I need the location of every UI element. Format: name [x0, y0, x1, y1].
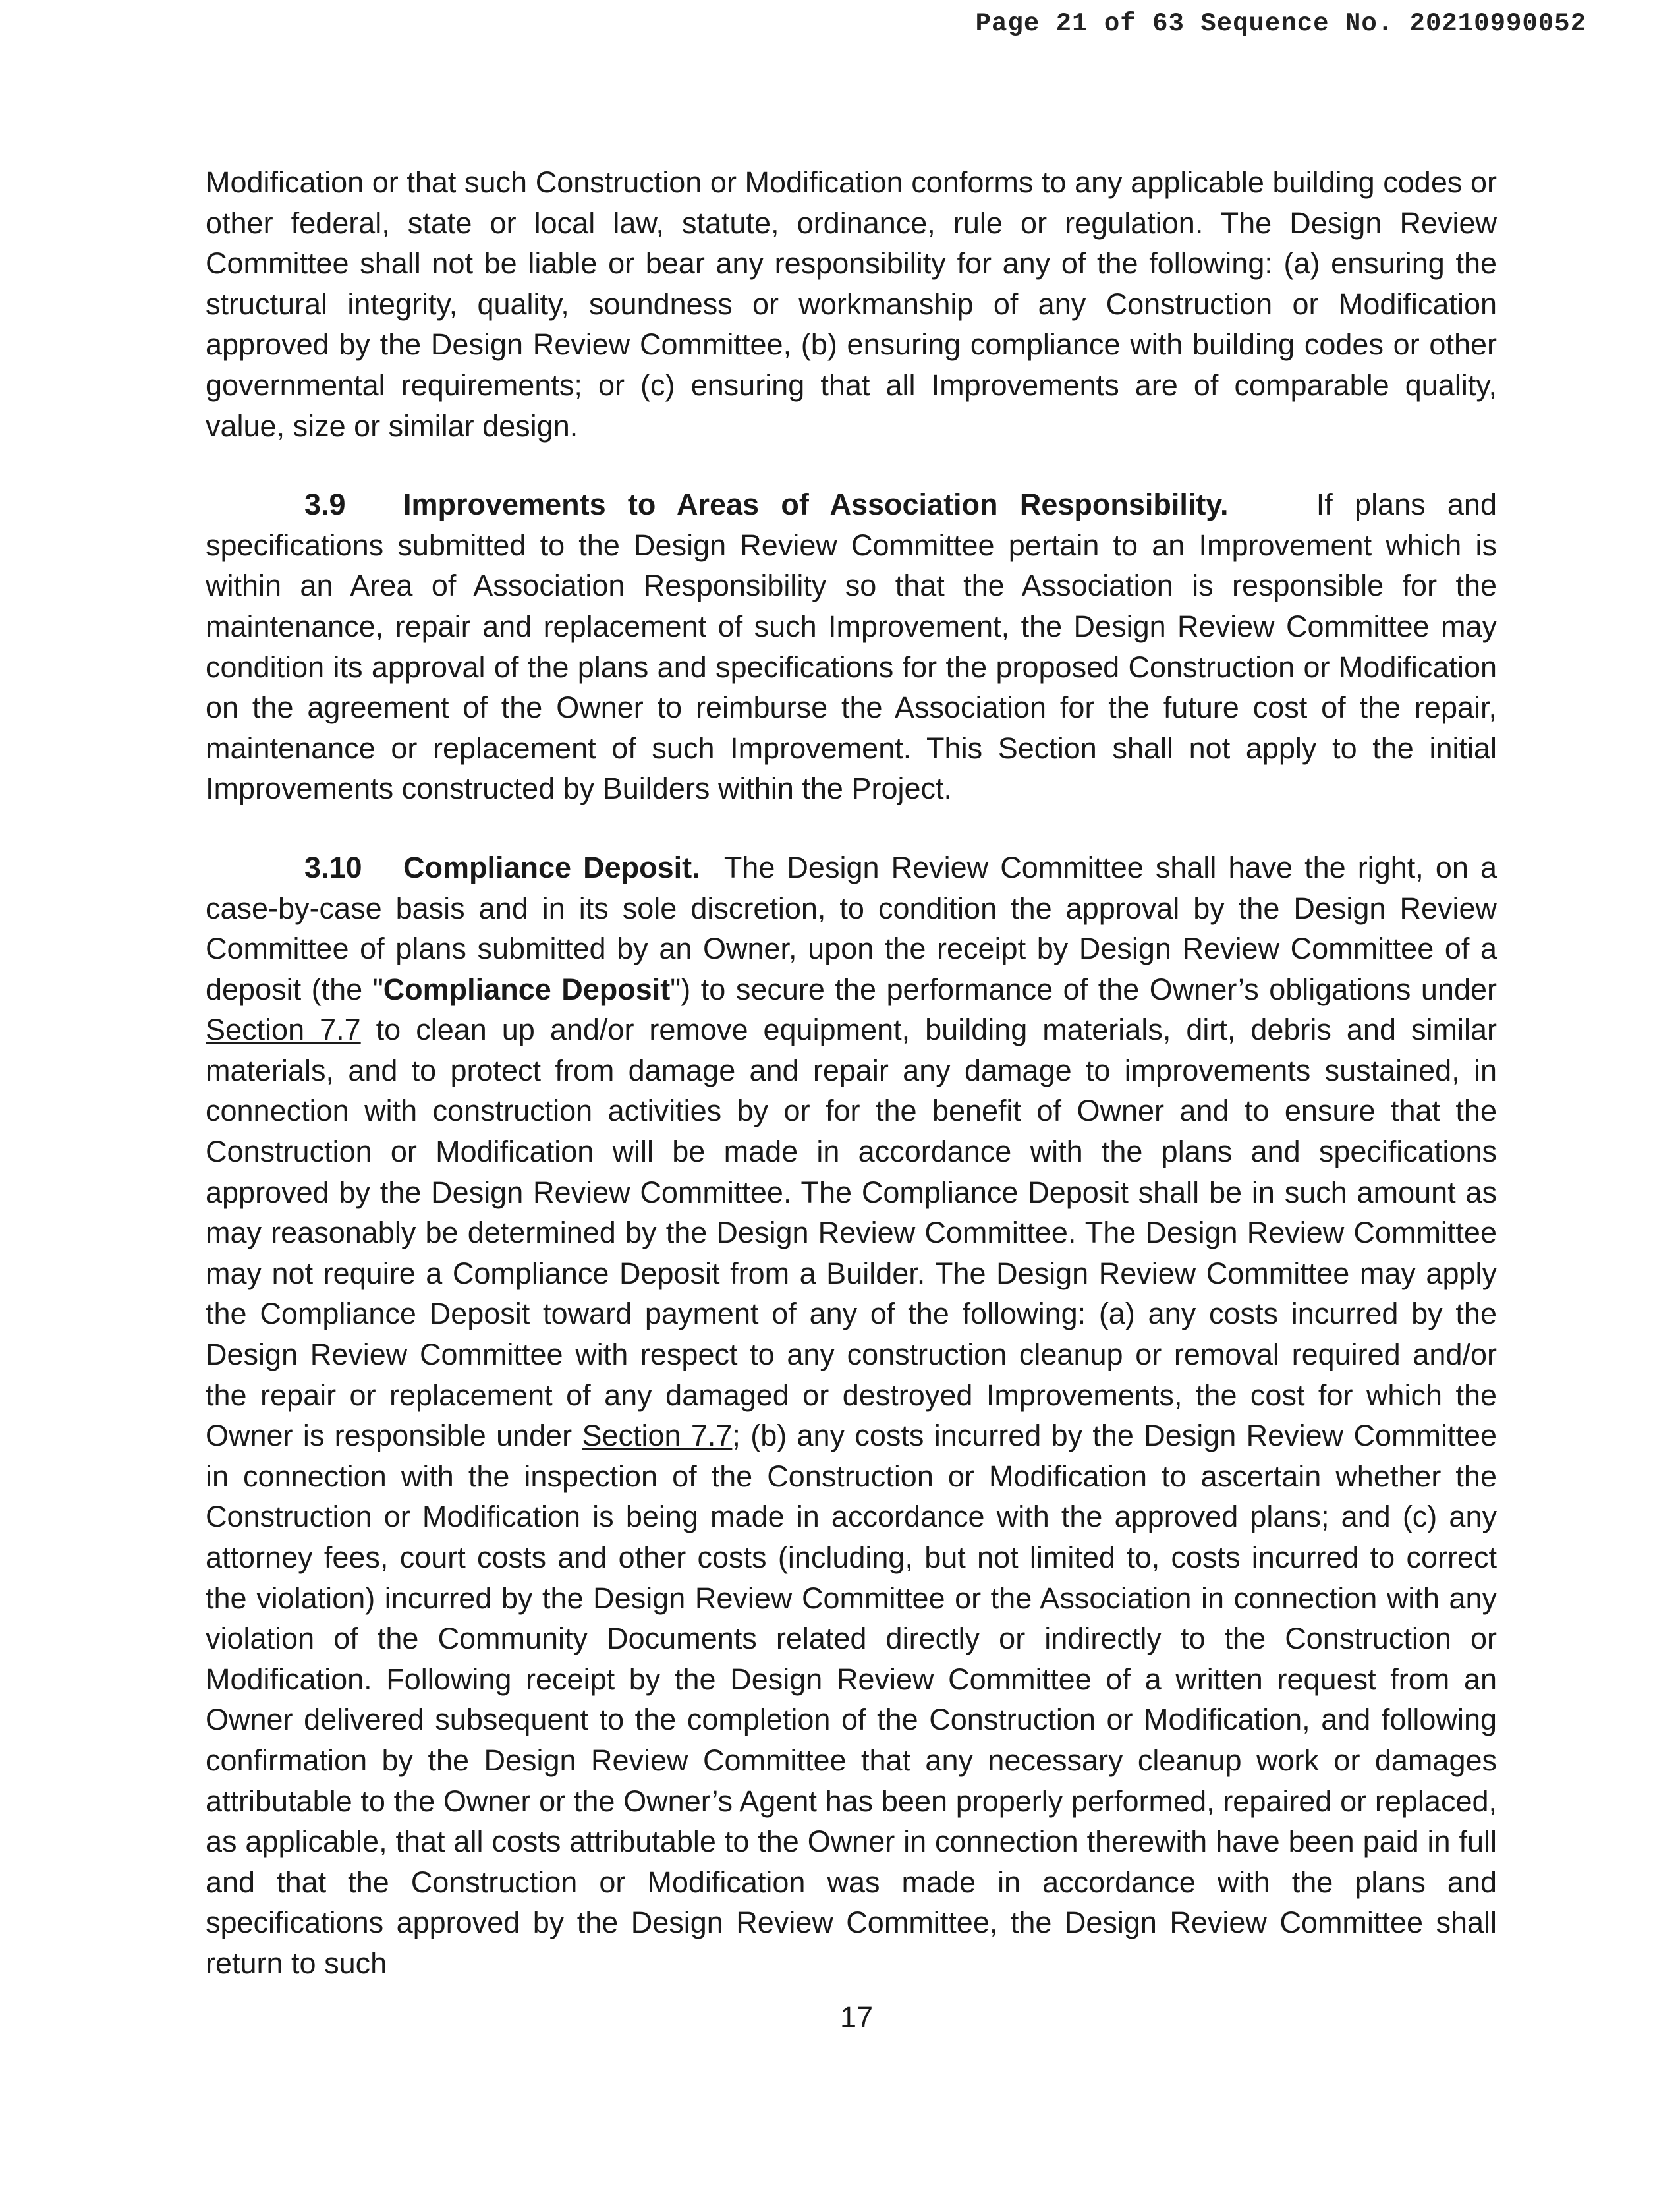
section-3-10 [206, 847, 1497, 1984]
section-text: The Design Review Committee shall have the right, on a case-by-case basis and in its sole discretion, to condition the approval by the Design Review Committee of plans submitted by an Owner, upon the receipt by Design Review Committee of a deposit (the " [206, 850, 1498, 1006]
page-header: Page 21 of 63 Sequence No. 20210990052 [975, 9, 1586, 38]
section-title: Compliance Deposit. [403, 850, 700, 884]
paragraph-text: Modification or that such Construction or Modification conforms to any applicable building codes or other federal, state or local law, statute, ordinance, rule or regulation. The Design Review Committee shall not be liable or bear any responsibility for any of the following: (a) ensuring the structural integrity, quality, soundness or workmanship of any Construction or Modification approved by the Design Review Committee, (b) ensuring compliance with building codes or other governmental requirements; or (c) ensuring that all Improvements are of comparable quality, value, size or similar design. [206, 165, 1497, 443]
section-reference: Section 7.7 [206, 1013, 361, 1047]
section-text: ; (b) any costs incurred by the Design Review Committee in connection with the inspection of the Construction or Modification to ascertain whether the Construction or Modification is being made in accordance with the approved plans; and (c) any attorney fees, court costs and other costs (including, but not limited to, costs incurred to correct the violation) incurred by the Design Review Committee or the Association in connection with any violation of the Community Documents related directly or indirectly to the Construction or Modification. Following receipt by the Design Review Committee of a written request from an Owner delivered subsequent to the completion of the Construction or Modification, and following confirmation by the Design Review Committee that any necessary cleanup work or damages attributable to the Owner or the Owner’s Agent has been properly performed, repaired or replaced, as applicable, that all costs attributable to the Owner in connection therewith have been paid in full and that the Construction or Modification was made in accordance with the plans and specifications approved by the Design Review Committee, the Design Review Committee shall return to such [206, 1419, 1498, 1980]
section-text: If plans and specifications submitted to the Design Review Committee pertain to an Improvement which is within an Area of Association Responsibility so that the Association is responsible for the maintenance, repair and replacement of such Improvement, the Design Review Committee may condition its approval of the plans and specifications for the proposed Construction or Modification on the agreement of the Owner to reimburse the Association for the future cost of the repair, maintenance or replacement of such Improvement. This Section shall not apply to the initial Improvements constructed by Builders within the Project. [206, 488, 1497, 806]
section-reference: Section 7.7 [582, 1419, 733, 1453]
document-body [206, 162, 1497, 2022]
section-text: to clean up and/or remove equipment, building materials, dirt, debris and similar materials, and to protect from damage and repair any damage to improvements sustained, in connection with construction activities by or for the benefit of Owner and to ensure that the Construction or Modification will be made in accordance with the plans and specifications approved by the Design Review Committee. The Compliance Deposit shall be in such amount as may reasonably be determined by the Design Review Committee. The Design Review Committee may not require a Compliance Deposit from a Builder. The Design Review Committee may apply the Compliance Deposit toward payment of any of the following: (a) any costs incurred by the Design Review Committee with respect to any construction cleanup or removal required and/or the repair or replacement of any damaged or destroyed Improvements, the cost for which the Owner is responsible under [206, 1013, 1497, 1453]
section-text: ") to secure the performance of the Owner’s obligations under [670, 972, 1497, 1006]
paragraph-continuation [206, 162, 1497, 446]
section-number: 3.10 [304, 850, 362, 884]
section-number: 3.9 [304, 488, 346, 522]
section-title: Improvements to Areas of Association Responsibility. [403, 488, 1229, 522]
defined-term: Compliance Deposit [383, 972, 671, 1006]
section-3-9 [206, 484, 1497, 809]
page-number: 17 [839, 2000, 874, 2034]
